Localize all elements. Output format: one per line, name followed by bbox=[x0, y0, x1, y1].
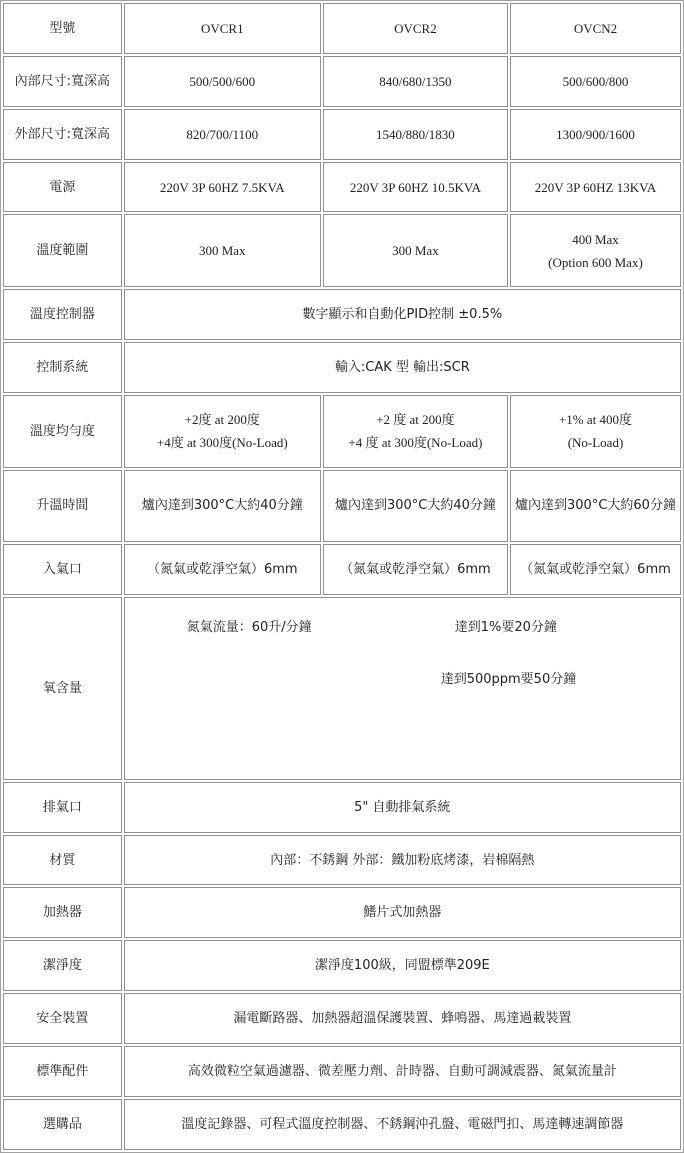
cell-value-multiline bbox=[124, 395, 321, 468]
cell-value: 1540/880/1830 bbox=[323, 109, 508, 160]
table-row-material bbox=[3, 835, 681, 886]
cell-value: 爐內達到300°C大約40分鐘 bbox=[323, 470, 508, 543]
cell-line: 400 Max bbox=[572, 231, 619, 247]
row-label: 溫度控制器 bbox=[3, 289, 122, 340]
cell-value: （氮氣或乾淨空氣）6mm bbox=[323, 544, 508, 595]
cell-value: 數字顯示和自動化PID控制 ±0.5% bbox=[124, 289, 681, 340]
cell-value: 高效微粒空氣過濾器、微差壓力劑、計時器、自動可調減震器、氮氣流量計 bbox=[124, 1046, 681, 1097]
cell-value-multiline bbox=[510, 395, 681, 468]
cell-value: 840/680/1350 bbox=[323, 56, 508, 107]
table-row-gas-inlet bbox=[3, 544, 681, 595]
table-row-header bbox=[3, 3, 681, 54]
cell-value: 220V 3P 60HZ 7.5KVA bbox=[124, 162, 321, 213]
cell-line: +4 度 at 300度(No-Load) bbox=[348, 435, 483, 451]
row-label: 安全裝置 bbox=[3, 993, 122, 1044]
table-row-control-system bbox=[3, 342, 681, 393]
table-row-heatup-time bbox=[3, 470, 681, 543]
cell-value-multiline bbox=[323, 395, 508, 468]
table-row-uniformity bbox=[3, 395, 681, 468]
row-label: 控制系統 bbox=[3, 342, 122, 393]
row-label: 升溫時間 bbox=[3, 470, 122, 543]
table-row-exhaust bbox=[3, 782, 681, 833]
row-label: 標準配件 bbox=[3, 1046, 122, 1097]
row-label: 氧含量 bbox=[3, 597, 122, 780]
oxygen-cell bbox=[124, 597, 681, 780]
row-label: 內部尺寸:寬深高 bbox=[3, 56, 122, 107]
header-label: 型號 bbox=[3, 3, 122, 54]
nitrogen-flow-text: 氮氣流量：60升/分鐘 bbox=[186, 620, 312, 636]
cell-value: 輸入:CAK 型 輸出:SCR bbox=[124, 342, 681, 393]
table-row-safety bbox=[3, 993, 681, 1044]
row-label: 材質 bbox=[3, 835, 122, 886]
cell-value: 爐內達到300°C大約40分鐘 bbox=[124, 470, 321, 543]
table-row-cleanliness bbox=[3, 940, 681, 991]
row-label: 加熱器 bbox=[3, 887, 122, 938]
cell-value: 500/600/800 bbox=[510, 56, 681, 107]
table-row-heater bbox=[3, 887, 681, 938]
row-label: 溫度均勻度 bbox=[3, 395, 122, 468]
model-ovcn2: OVCN2 bbox=[510, 3, 681, 54]
row-label: 排氣口 bbox=[3, 782, 122, 833]
cell-value: 1300/900/1600 bbox=[510, 109, 681, 160]
model-ovcr2: OVCR2 bbox=[323, 3, 508, 54]
table-row-temp-range bbox=[3, 214, 681, 287]
cell-value: 820/700/1100 bbox=[124, 109, 321, 160]
cell-value: 鰭片式加熱器 bbox=[124, 887, 681, 938]
cell-line: (Option 600 Max) bbox=[548, 254, 643, 270]
cell-line: +2度 at 200度 bbox=[184, 412, 260, 428]
cell-value-multiline bbox=[510, 214, 681, 287]
cell-line: +1% at 400度 bbox=[558, 412, 632, 428]
row-label: 外部尺寸:寬深高 bbox=[3, 109, 122, 160]
cell-value: 潔淨度100級，同盟標準209E bbox=[124, 940, 681, 991]
cell-value: 5" 自動排氣系統 bbox=[124, 782, 681, 833]
cell-line: +4度 at 300度(No-Load) bbox=[156, 435, 288, 451]
oxygen-1pct-text: 達到1%要20分鐘 bbox=[454, 620, 557, 636]
cell-value: 500/500/600 bbox=[124, 56, 321, 107]
table-row-options bbox=[3, 1099, 681, 1150]
cell-line: (No-Load) bbox=[567, 435, 624, 451]
cell-value: （氮氣或乾淨空氣）6mm bbox=[510, 544, 681, 595]
row-label: 溫度範圍 bbox=[3, 214, 122, 287]
cell-value: 內部：不銹鋼 外部：鐵加粉底烤漆，岩棉隔熱 bbox=[124, 835, 681, 886]
model-ovcr1: OVCR1 bbox=[124, 3, 321, 54]
row-label: 電源 bbox=[3, 162, 122, 213]
row-label: 入氣口 bbox=[3, 544, 122, 595]
cell-value: 漏電斷路器、加熱器超溫保護裝置、蜂鳴器、馬達過載裝置 bbox=[124, 993, 681, 1044]
table-row-power bbox=[3, 162, 681, 213]
oxygen-500ppm-text: 達到500ppm要50分鐘 bbox=[440, 672, 577, 688]
cell-value: 爐內達到300°C大約60分鐘 bbox=[510, 470, 681, 543]
row-label: 潔淨度 bbox=[3, 940, 122, 991]
cell-line: +2 度 at 200度 bbox=[376, 412, 455, 428]
cell-value: 300 Max bbox=[323, 214, 508, 287]
row-label: 選購品 bbox=[3, 1099, 122, 1150]
cell-value: 300 Max bbox=[124, 214, 321, 287]
table-row-outer-size bbox=[3, 109, 681, 160]
cell-value: 220V 3P 60HZ 13KVA bbox=[510, 162, 681, 213]
cell-value: 220V 3P 60HZ 10.5KVA bbox=[323, 162, 508, 213]
cell-value: 溫度記錄器、可程式溫度控制器、不銹鋼沖孔盤、電磁門扣、馬達轉速調節器 bbox=[124, 1099, 681, 1150]
table-row-inner-size bbox=[3, 56, 681, 107]
cell-value: （氮氣或乾淨空氣）6mm bbox=[124, 544, 321, 595]
table-row-oxygen bbox=[3, 597, 681, 780]
table-row-temp-controller bbox=[3, 289, 681, 340]
table-row-accessories bbox=[3, 1046, 681, 1097]
